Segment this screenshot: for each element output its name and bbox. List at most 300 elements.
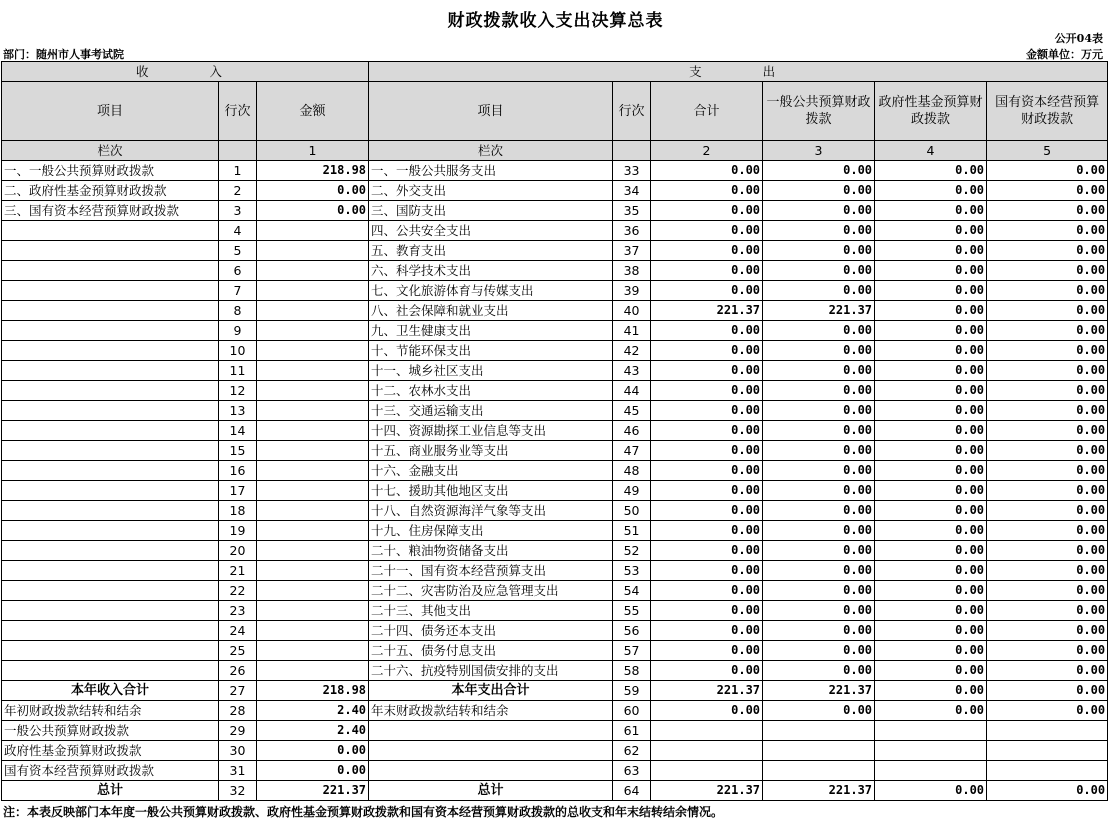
expense-line-no: 55 xyxy=(613,601,651,621)
general-budget-value: 0.00 xyxy=(763,581,875,601)
general-budget-value: 0.00 xyxy=(763,641,875,661)
state-capital-value: 0.00 xyxy=(987,601,1108,621)
state-capital-value: 0.00 xyxy=(987,621,1108,641)
state-capital-value: 0.00 xyxy=(987,461,1108,481)
income-line-no: 26 xyxy=(219,661,257,681)
state-capital-value: 0.00 xyxy=(987,361,1108,381)
state-capital-value: 0.00 xyxy=(987,781,1108,801)
income-item xyxy=(2,661,219,681)
fund-budget-value: 0.00 xyxy=(875,401,987,421)
table-row xyxy=(2,581,1108,601)
income-item xyxy=(2,641,219,661)
income-amount: 2.40 xyxy=(257,721,369,741)
expense-total: 0.00 xyxy=(651,561,763,581)
expense-total: 221.37 xyxy=(651,781,763,801)
state-capital-value: 0.00 xyxy=(987,341,1108,361)
income-amount xyxy=(257,241,369,261)
expense-line-no: 64 xyxy=(613,781,651,801)
lan-label-income: 栏次 xyxy=(2,141,219,161)
expense-total: 221.37 xyxy=(651,301,763,321)
table-row xyxy=(2,501,1108,521)
general-budget-value: 0.00 xyxy=(763,381,875,401)
fund-budget-value: 0.00 xyxy=(875,201,987,221)
expense-total: 0.00 xyxy=(651,161,763,181)
income-line-no: 9 xyxy=(219,321,257,341)
general-budget-value: 0.00 xyxy=(763,521,875,541)
expense-line-no: 50 xyxy=(613,501,651,521)
col-general-budget: 一般公共预算财政拨款 xyxy=(763,82,875,141)
general-budget-value: 0.00 xyxy=(763,561,875,581)
expense-total: 0.00 xyxy=(651,641,763,661)
table-row xyxy=(2,521,1108,541)
income-amount xyxy=(257,601,369,621)
income-item: 一、一般公共预算财政拨款 xyxy=(2,161,219,181)
income-item xyxy=(2,501,219,521)
income-line-no: 17 xyxy=(219,481,257,501)
general-budget-value: 0.00 xyxy=(763,421,875,441)
income-item: 年初财政拨款结转和结余 xyxy=(2,701,219,721)
state-capital-value: 0.00 xyxy=(987,161,1108,181)
fund-budget-value: 0.00 xyxy=(875,601,987,621)
income-item xyxy=(2,301,219,321)
expense-line-no: 39 xyxy=(613,281,651,301)
expense-item: 三、国防支出 xyxy=(369,201,613,221)
fund-budget-value: 0.00 xyxy=(875,501,987,521)
expense-total xyxy=(651,741,763,761)
income-item xyxy=(2,281,219,301)
expense-line-no: 53 xyxy=(613,561,651,581)
income-amount xyxy=(257,281,369,301)
income-item xyxy=(2,241,219,261)
general-budget-value: 0.00 xyxy=(763,441,875,461)
income-amount: 218.98 xyxy=(257,681,369,701)
income-amount xyxy=(257,641,369,661)
fund-budget-value: 0.00 xyxy=(875,661,987,681)
fund-budget-value: 0.00 xyxy=(875,681,987,701)
expense-total: 0.00 xyxy=(651,541,763,561)
income-line-no: 7 xyxy=(219,281,257,301)
income-amount xyxy=(257,581,369,601)
table-row xyxy=(2,401,1108,421)
income-item xyxy=(2,621,219,641)
lan-label-expense: 栏次 xyxy=(369,141,613,161)
income-line-no: 25 xyxy=(219,641,257,661)
income-amount: 221.37 xyxy=(257,781,369,801)
income-amount xyxy=(257,661,369,681)
fund-budget-value: 0.00 xyxy=(875,581,987,601)
income-item xyxy=(2,361,219,381)
state-capital-value xyxy=(987,721,1108,741)
table-row xyxy=(2,601,1108,621)
general-budget-value xyxy=(763,721,875,741)
table-row xyxy=(2,541,1108,561)
table-row xyxy=(2,181,1108,201)
general-budget-value: 0.00 xyxy=(763,661,875,681)
lan-5: 5 xyxy=(987,141,1108,161)
fund-budget-value: 0.00 xyxy=(875,321,987,341)
fund-budget-value xyxy=(875,741,987,761)
fund-budget-value: 0.00 xyxy=(875,521,987,541)
income-line-no: 12 xyxy=(219,381,257,401)
income-line-no: 4 xyxy=(219,221,257,241)
general-budget-value: 221.37 xyxy=(763,781,875,801)
expense-total xyxy=(651,721,763,741)
expense-total: 0.00 xyxy=(651,241,763,261)
general-budget-value: 0.00 xyxy=(763,541,875,561)
expense-total: 0.00 xyxy=(651,361,763,381)
expense-item: 二十一、国有资本经营预算支出 xyxy=(369,561,613,581)
expense-item xyxy=(369,721,613,741)
expense-item: 二十五、债务付息支出 xyxy=(369,641,613,661)
expense-item: 十二、农林水支出 xyxy=(369,381,613,401)
general-budget-value: 0.00 xyxy=(763,621,875,641)
income-amount xyxy=(257,381,369,401)
fund-budget-value: 0.00 xyxy=(875,701,987,721)
income-amount xyxy=(257,341,369,361)
state-capital-value: 0.00 xyxy=(987,281,1108,301)
expense-line-no: 37 xyxy=(613,241,651,261)
state-capital-value: 0.00 xyxy=(987,481,1108,501)
expense-total: 0.00 xyxy=(651,181,763,201)
expense-item: 总计 xyxy=(369,781,613,801)
income-line-no: 31 xyxy=(219,761,257,781)
fund-budget-value: 0.00 xyxy=(875,161,987,181)
income-item: 国有资本经营预算财政拨款 xyxy=(2,761,219,781)
income-amount: 218.98 xyxy=(257,161,369,181)
expense-line-no: 43 xyxy=(613,361,651,381)
expense-total: 0.00 xyxy=(651,461,763,481)
fund-budget-value: 0.00 xyxy=(875,541,987,561)
section-header-row xyxy=(2,62,1108,82)
state-capital-value: 0.00 xyxy=(987,381,1108,401)
general-budget-value: 0.00 xyxy=(763,701,875,721)
table-row xyxy=(2,661,1108,681)
income-amount xyxy=(257,261,369,281)
table-row xyxy=(2,561,1108,581)
general-budget-value: 0.00 xyxy=(763,361,875,381)
expense-line-no: 41 xyxy=(613,321,651,341)
income-item xyxy=(2,461,219,481)
state-capital-value: 0.00 xyxy=(987,401,1108,421)
income-item xyxy=(2,481,219,501)
expense-total: 0.00 xyxy=(651,521,763,541)
expense-item: 十五、商业服务业等支出 xyxy=(369,441,613,461)
expense-total: 0.00 xyxy=(651,201,763,221)
general-budget-value: 0.00 xyxy=(763,221,875,241)
income-amount: 0.00 xyxy=(257,741,369,761)
footnote: 注：本表反映部门本年度一般公共预算财政拨款、政府性基金预算财政拨款和国有资本经营预算财政拨款的总收支和年末结转结余情况。 xyxy=(3,805,724,819)
income-amount xyxy=(257,441,369,461)
expense-line-no: 58 xyxy=(613,661,651,681)
table-row xyxy=(2,381,1108,401)
general-budget-value: 0.00 xyxy=(763,241,875,261)
income-item xyxy=(2,221,219,241)
general-budget-value xyxy=(763,761,875,781)
income-amount: 2.40 xyxy=(257,701,369,721)
lan-4: 4 xyxy=(875,141,987,161)
income-amount xyxy=(257,541,369,561)
expense-item: 十六、金融支出 xyxy=(369,461,613,481)
income-item xyxy=(2,261,219,281)
expense-item: 十四、资源勘探工业信息等支出 xyxy=(369,421,613,441)
income-amount xyxy=(257,561,369,581)
expense-line-no: 40 xyxy=(613,301,651,321)
state-capital-value: 0.00 xyxy=(987,241,1108,261)
expense-item: 八、社会保障和就业支出 xyxy=(369,301,613,321)
table-row xyxy=(2,641,1108,661)
income-line-no: 14 xyxy=(219,421,257,441)
income-amount xyxy=(257,421,369,441)
expense-item: 六、科学技术支出 xyxy=(369,261,613,281)
expense-line-no: 60 xyxy=(613,701,651,721)
lan-3: 3 xyxy=(763,141,875,161)
income-line-no: 6 xyxy=(219,261,257,281)
income-section-header: 收 入 xyxy=(2,62,369,82)
state-capital-value: 0.00 xyxy=(987,221,1108,241)
state-capital-value: 0.00 xyxy=(987,421,1108,441)
income-line-no: 10 xyxy=(219,341,257,361)
col-expense-total: 合计 xyxy=(651,82,763,141)
state-capital-value: 0.00 xyxy=(987,701,1108,721)
table-row xyxy=(2,421,1108,441)
state-capital-value: 0.00 xyxy=(987,501,1108,521)
fund-budget-value: 0.00 xyxy=(875,461,987,481)
income-line-no: 30 xyxy=(219,741,257,761)
expense-total: 0.00 xyxy=(651,621,763,641)
income-amount xyxy=(257,401,369,421)
expense-item: 二、外交支出 xyxy=(369,181,613,201)
general-budget-value: 0.00 xyxy=(763,401,875,421)
fund-budget-value xyxy=(875,721,987,741)
table-row xyxy=(2,301,1108,321)
income-item: 本年收入合计 xyxy=(2,681,219,701)
expense-item: 二十二、灾害防治及应急管理支出 xyxy=(369,581,613,601)
table-row xyxy=(2,341,1108,361)
fund-budget-value: 0.00 xyxy=(875,241,987,261)
expense-item: 二十、粮油物资储备支出 xyxy=(369,541,613,561)
general-budget-value: 0.00 xyxy=(763,501,875,521)
income-item xyxy=(2,381,219,401)
expense-total: 0.00 xyxy=(651,501,763,521)
expense-item: 十九、住房保障支出 xyxy=(369,521,613,541)
expense-item: 九、卫生健康支出 xyxy=(369,321,613,341)
expense-item xyxy=(369,761,613,781)
state-capital-value: 0.00 xyxy=(987,441,1108,461)
expense-item: 二十四、债务还本支出 xyxy=(369,621,613,641)
general-budget-value: 0.00 xyxy=(763,601,875,621)
budget-table xyxy=(1,61,1108,801)
fund-budget-value: 0.00 xyxy=(875,341,987,361)
table-row xyxy=(2,201,1108,221)
lan-1: 1 xyxy=(257,141,369,161)
fund-budget-value: 0.00 xyxy=(875,561,987,581)
income-item xyxy=(2,601,219,621)
state-capital-value: 0.00 xyxy=(987,681,1108,701)
lan-blank-income xyxy=(219,141,257,161)
fund-budget-value: 0.00 xyxy=(875,221,987,241)
income-item xyxy=(2,401,219,421)
income-item xyxy=(2,441,219,461)
income-line-no: 5 xyxy=(219,241,257,261)
expense-line-no: 51 xyxy=(613,521,651,541)
income-line-no: 1 xyxy=(219,161,257,181)
table-row xyxy=(2,161,1108,181)
income-line-no: 13 xyxy=(219,401,257,421)
income-line-no: 28 xyxy=(219,701,257,721)
expense-line-no: 36 xyxy=(613,221,651,241)
state-capital-value: 0.00 xyxy=(987,641,1108,661)
income-line-no: 22 xyxy=(219,581,257,601)
income-line-no: 8 xyxy=(219,301,257,321)
general-budget-value: 221.37 xyxy=(763,301,875,321)
income-amount xyxy=(257,461,369,481)
table-row xyxy=(2,461,1108,481)
fund-budget-value: 0.00 xyxy=(875,181,987,201)
table-row xyxy=(2,361,1108,381)
expense-item: 一、一般公共服务支出 xyxy=(369,161,613,181)
fund-budget-value: 0.00 xyxy=(875,361,987,381)
state-capital-value: 0.00 xyxy=(987,321,1108,341)
table-row xyxy=(2,721,1108,741)
income-item: 三、国有资本经营预算财政拨款 xyxy=(2,201,219,221)
expense-item: 二十三、其他支出 xyxy=(369,601,613,621)
income-amount: 0.00 xyxy=(257,201,369,221)
fund-budget-value: 0.00 xyxy=(875,421,987,441)
general-budget-value: 0.00 xyxy=(763,261,875,281)
state-capital-value: 0.00 xyxy=(987,261,1108,281)
income-line-no: 3 xyxy=(219,201,257,221)
expense-total: 0.00 xyxy=(651,321,763,341)
expense-line-no: 56 xyxy=(613,621,651,641)
expense-total: 0.00 xyxy=(651,281,763,301)
fund-budget-value: 0.00 xyxy=(875,441,987,461)
income-amount xyxy=(257,481,369,501)
expense-line-no: 33 xyxy=(613,161,651,181)
income-amount xyxy=(257,301,369,321)
general-budget-value: 0.00 xyxy=(763,341,875,361)
state-capital-value: 0.00 xyxy=(987,661,1108,681)
state-capital-value: 0.00 xyxy=(987,581,1108,601)
expense-total: 0.00 xyxy=(651,701,763,721)
fund-budget-value: 0.00 xyxy=(875,281,987,301)
unit-label: 金额单位：万元 xyxy=(1026,48,1103,61)
income-line-no: 18 xyxy=(219,501,257,521)
state-capital-value: 0.00 xyxy=(987,201,1108,221)
col-income-item: 项目 xyxy=(2,82,219,141)
income-amount: 0.00 xyxy=(257,761,369,781)
general-budget-value: 0.00 xyxy=(763,161,875,181)
expense-item: 二十六、抗疫特别国债安排的支出 xyxy=(369,661,613,681)
state-capital-value xyxy=(987,741,1108,761)
income-line-no: 21 xyxy=(219,561,257,581)
expense-section-header: 支 出 xyxy=(369,62,1108,82)
expense-line-no: 47 xyxy=(613,441,651,461)
fund-budget-value: 0.00 xyxy=(875,261,987,281)
table-row xyxy=(2,761,1108,781)
income-item xyxy=(2,541,219,561)
income-amount xyxy=(257,321,369,341)
income-item: 政府性基金预算财政拨款 xyxy=(2,741,219,761)
income-item: 总计 xyxy=(2,781,219,801)
fund-budget-value: 0.00 xyxy=(875,301,987,321)
form-code: 公开04表 xyxy=(1054,32,1103,45)
expense-line-no: 45 xyxy=(613,401,651,421)
income-amount: 0.00 xyxy=(257,181,369,201)
fund-budget-value: 0.00 xyxy=(875,781,987,801)
page-title: 财政拨款收入支出决算总表 xyxy=(447,11,664,31)
general-budget-value: 0.00 xyxy=(763,481,875,501)
expense-total: 0.00 xyxy=(651,261,763,281)
expense-line-no: 49 xyxy=(613,481,651,501)
table-row xyxy=(2,681,1108,701)
income-line-no: 20 xyxy=(219,541,257,561)
expense-total: 0.00 xyxy=(651,421,763,441)
income-line-no: 24 xyxy=(219,621,257,641)
income-amount xyxy=(257,521,369,541)
table-row xyxy=(2,481,1108,501)
expense-item: 十七、援助其他地区支出 xyxy=(369,481,613,501)
lan-blank-expense xyxy=(613,141,651,161)
income-item xyxy=(2,341,219,361)
expense-line-no: 63 xyxy=(613,761,651,781)
table-row xyxy=(2,281,1108,301)
income-line-no: 2 xyxy=(219,181,257,201)
col-income-line: 行次 xyxy=(219,82,257,141)
expense-item: 十一、城乡社区支出 xyxy=(369,361,613,381)
table-row xyxy=(2,701,1108,721)
income-line-no: 15 xyxy=(219,441,257,461)
col-expense-item: 项目 xyxy=(369,82,613,141)
income-line-no: 19 xyxy=(219,521,257,541)
income-amount xyxy=(257,361,369,381)
expense-line-no: 54 xyxy=(613,581,651,601)
expense-total: 0.00 xyxy=(651,401,763,421)
department-label: 部门：随州市人事考试院 xyxy=(3,48,124,61)
income-amount xyxy=(257,501,369,521)
expense-total: 0.00 xyxy=(651,381,763,401)
general-budget-value: 0.00 xyxy=(763,181,875,201)
income-item xyxy=(2,421,219,441)
col-expense-line: 行次 xyxy=(613,82,651,141)
expense-item: 七、文化旅游体育与传媒支出 xyxy=(369,281,613,301)
expense-line-no: 61 xyxy=(613,721,651,741)
state-capital-value: 0.00 xyxy=(987,301,1108,321)
fund-budget-value xyxy=(875,761,987,781)
expense-line-no: 62 xyxy=(613,741,651,761)
general-budget-value: 0.00 xyxy=(763,281,875,301)
income-item xyxy=(2,321,219,341)
state-capital-value: 0.00 xyxy=(987,521,1108,541)
expense-line-no: 57 xyxy=(613,641,651,661)
table-row xyxy=(2,621,1108,641)
expense-line-no: 59 xyxy=(613,681,651,701)
general-budget-value: 0.00 xyxy=(763,461,875,481)
expense-line-no: 44 xyxy=(613,381,651,401)
col-income-amount: 金额 xyxy=(257,82,369,141)
table-row xyxy=(2,221,1108,241)
income-line-no: 11 xyxy=(219,361,257,381)
expense-total: 0.00 xyxy=(651,221,763,241)
expense-total: 221.37 xyxy=(651,681,763,701)
general-budget-value: 0.00 xyxy=(763,201,875,221)
lan-2: 2 xyxy=(651,141,763,161)
fund-budget-value: 0.00 xyxy=(875,381,987,401)
expense-line-no: 34 xyxy=(613,181,651,201)
fund-budget-value: 0.00 xyxy=(875,621,987,641)
state-capital-value: 0.00 xyxy=(987,561,1108,581)
expense-total: 0.00 xyxy=(651,581,763,601)
column-header-row xyxy=(2,82,1108,141)
